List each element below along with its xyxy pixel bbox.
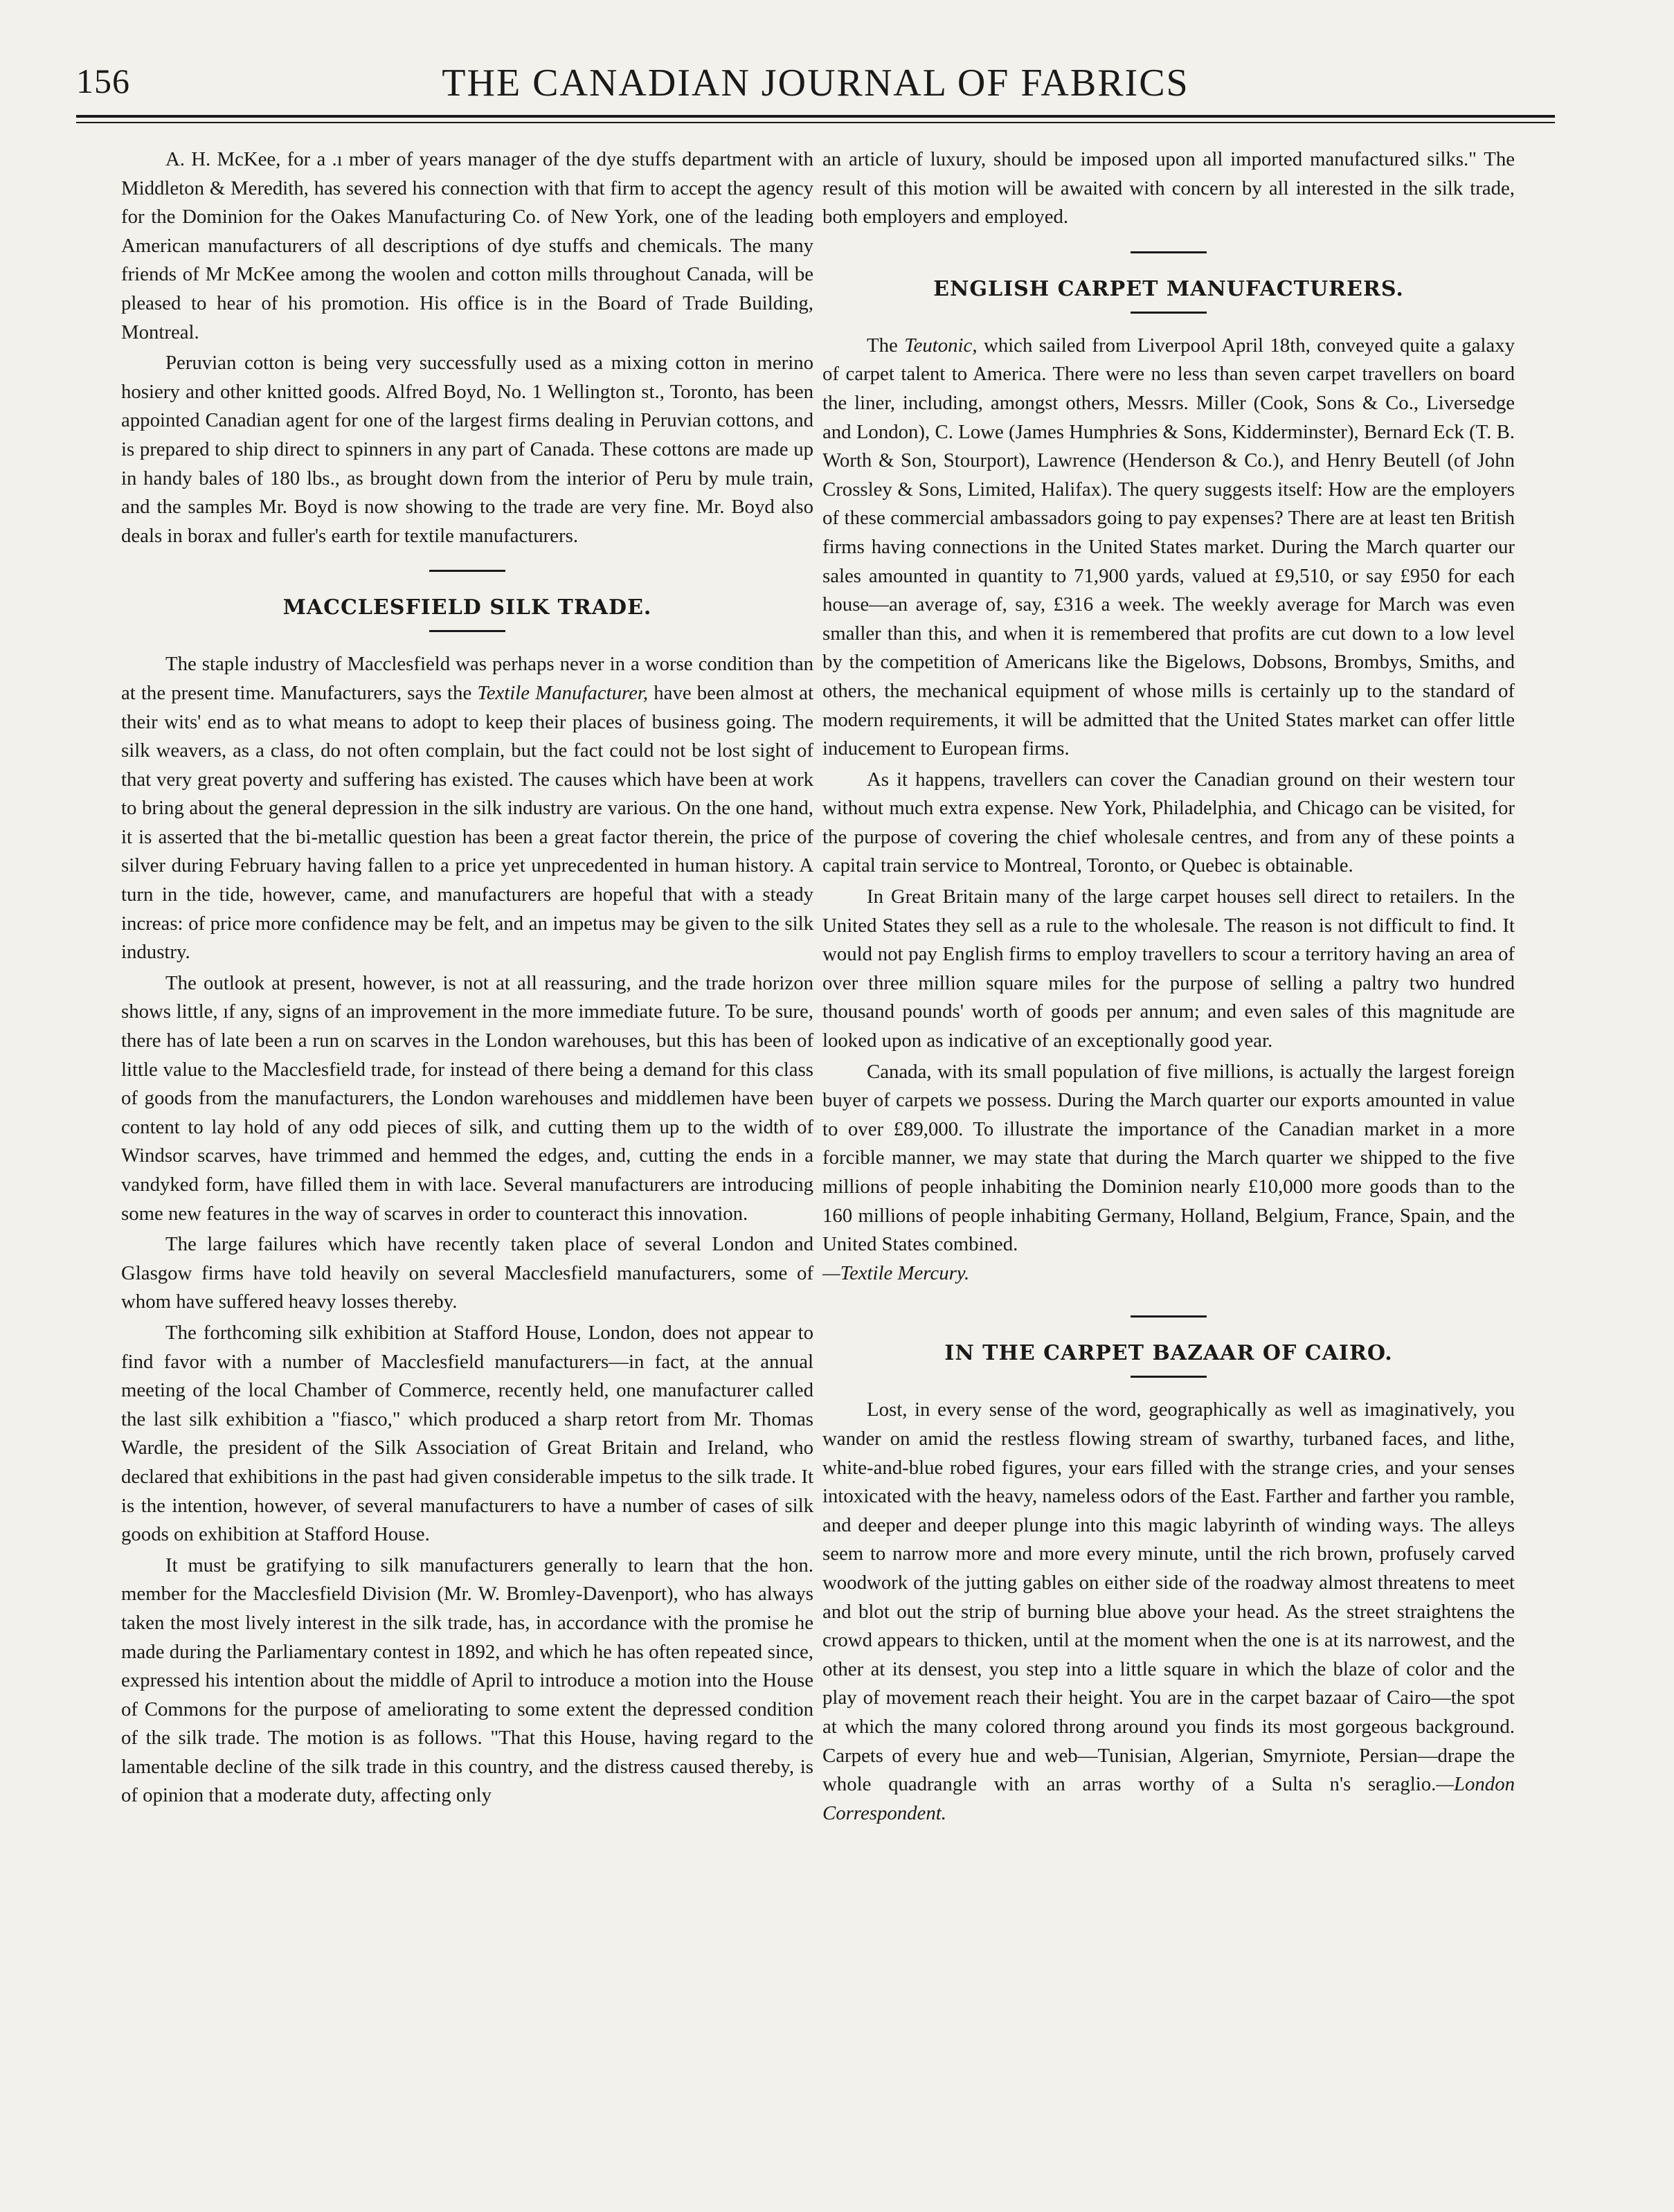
macclesfield-paragraph: It must be gratifying to silk manufacturers generally to learn that the hon. member for the Macclesfield Division (Mr. W. Bromley-Davenport), who has always taken the most lively interest in the silk trade, has, in accordance with the promise he made during the Parliamentary contest in 1892, and which he has often repeated since, expressed his intention about the middle of April to introduce a motion into the House of Commons for the purpose of ameliorating to some extent the depressed condition of the silk trade. The motion is as follows. "That this House, having regard to the lamentable decline of the silk trade in this country, and the distress caused thereby, is of opinion that a moderate duty, affecting only bbox=[121, 1554, 813, 1807]
publication-name: Textile Manufacturer, bbox=[477, 681, 649, 704]
ship-name: Teutonic, bbox=[904, 334, 978, 357]
macclesfield-paragraph: The outlook at present, however, is not at all reassuring, and the trade horizon shows little, ıf any, signs of an improvement in the more immediate future. To be sure, there has of late been a run on scarves in the London warehouses, but this has been of little value to the Macclesfield trade, for instead of there being a demand for this class of goods from the manufacturers, the London warehouses and middlemen have been content to lay hold of any odd pieces of silk, and cutting them up to the width of Windsor scarves, have trimmed and hemmed the edges, and, cutting the ends in a vandyked form, have filled them in with lace. Several manufacturers are introducing some new features in the way of scarves in order to counteract this innovation. bbox=[121, 971, 813, 1225]
continuation-paragraph: an article of luxury, should be imposed upon all imported manufactured silks." The result of this motion will be awaited with concern by all interested in the silk trade, both employers and employed. bbox=[822, 148, 1515, 228]
cairo-heading: IN THE CARPET BAZAAR OF CAIRO. bbox=[944, 1341, 1393, 1366]
heading-divider bbox=[1131, 312, 1207, 314]
section-divider bbox=[1131, 1315, 1207, 1318]
carpet-heading: ENGLISH CARPET MANUFACTURERS. bbox=[933, 276, 1404, 301]
source-credit: —Textile Mercury. bbox=[822, 1261, 970, 1284]
macclesfield-heading: MACCLESFIELD SILK TRADE. bbox=[282, 595, 652, 620]
journal-title: THE CANADIAN JOURNAL OF FABRICS bbox=[442, 62, 1189, 105]
peruvian-cotton-paragraph: Peruvian cotton is being very successfully used as a mixing cotton in merino hosiery and other knitted goods. Alfred Boyd, No. 1 Wellington st., Toronto, has been appointed Canadian agent for one of the largest firms dealing in Peruvian cottons, and is prepared to ship direct to spinners in any part of Canada. These cottons are made up in handy bales of 180 lbs., as brought down from the interior of Peru by mule train, and the samples Mr. Boyd is now showing to the trade are very fine. Mr. Boyd also deals in borax and fuller's earth for textile manufacturers. bbox=[121, 352, 813, 547]
section-divider bbox=[429, 570, 505, 572]
source-credit: —London Correspondent. bbox=[822, 1773, 1515, 1824]
left-column bbox=[121, 145, 813, 1813]
cairo-paragraph: Lost, in every sense of the word, geographically as well as imaginatively, you wander on amid the restless flowing stream of swarthy, turbaned faces, and lithe, white-and-blue robed figures, your ears filled with the strange cries, and your senses intoxicated with the heavy, nameless odors of the East. Farther and farther you ramble, and deeper and deeper plunge into this magic labyrinth of winding ways. The alleys seem to narrow more and more every minute, until the rich brown, profusely carved woodwork of the jutting gables on either side of the roadway almost threatens to meet and blot out the strip of burning blue above your head. As the street straightens the crowd appears to thicken, until at the moment when the one is at its narrowest, and the other at its densest, you step into a little square in which the blaze of color and the play of movement reach their height. You are in the carpet bazaar of Cairo—the spot at which the many colored throng around you finds its most gorgeous background. Carpets of every hue and web—Tunisian, Algerian, Smyrniote, Persian—drape the whole quadrangle with an arras worthy of a Sulta n's seraglio.—London Correspondent. bbox=[822, 1399, 1515, 1824]
carpet-paragraph: In Great Britain many of the large carpet houses sell direct to retailers. In the United States they sell as a rule to the wholesale. The reason is not difficult to find. It would not pay English firms to employ travellers to scour a territory having an area of over three million square miles for the purpose of selling a paltry two hundred thousand pounds' worth of goods per annum; and even sales of this magnitude are looked upon as indicative of an exceptionally good year. bbox=[822, 885, 1515, 1052]
header-rule-top bbox=[76, 115, 1555, 118]
heading-divider bbox=[429, 630, 505, 632]
carpet-paragraph: The Teutonic, which sailed from Liverpool April 18th, conveyed quite a galaxy of carpet talent to America. There were no less than seven carpet travellers on board the liner, including, amongst others, Messrs. Miller (Cook, Sons & Co., Liversedge and London), C. Lowe (James Humphries & Sons, Kidderminster), Bernard Eck (T. B. Worth & Son, Stourport), Lawrence (Henderson & Co.), and Henry Beutell (of John Crossley & Sons, Limited, Halifax). The query suggests itself: How are the employers of these commercial ambassadors going to pay expenses? There are at least ten British firms having connections in the United States market. During the March quarter our sales amounted in quantity to 71,900 yards, valued at £9,510, or say £950 for each house—an average of, say, £316 a week. The weekly average for March was even smaller than this, and when it is remembered that profits are cut down to a low level by the competition of Americans like the Bigelows, Dobsons, Brombys, Smiths, and others, the mechanical equipment of whose mills is certainly up to the standard of modern requirements, it will be admitted that the United States market can offer little inducement to European firms. bbox=[822, 334, 1515, 760]
page-header bbox=[76, 61, 1555, 109]
macclesfield-paragraph: The staple industry of Macclesfield was perhaps never in a worse condition than at the present time. Manufacturers, says the Textile Manufacturer, have been almost at their wits' end as to what means to adopt to keep their places of business going. The silk weavers, as a class, do not often complain, but the fact could not be lost sight of that very great poverty and suffering has existed. The causes which have been at work to bring about the general depression in the silk industry are various. On the one hand, it is asserted that the bi-metallic question has been a great factor therein, the price of silver during February having fallen to a price yet unprecedented in human history. A turn in the tide, however, came, and manufacturers are hopeful that with a steady increas: of price more confidence may be felt, and an impetus may be given to the silk industry. bbox=[121, 653, 813, 964]
carpet-paragraph: Canada, with its small population of five millions, is actually the largest foreign buyer of carpets we possess. During the March quarter our exports amounted in value to over £89,000. To illustrate the importance of the Canadian market in a more forcible manner, we may state that during the March quarter we shipped to the five millions of people inhabiting the Dominion nearly £10,000 more goods than to the 160 millions of people inhabiting Germany, Holland, Belgium, France, Spain, and the United States combined. —Textile Mercury. bbox=[822, 1060, 1515, 1284]
mckee-paragraph: A. H. McKee, for a .ı mber of years manager of the dye stuffs department with Middleton & Meredith, has severed his connection with that firm to accept the agency for the Dominion for the Oakes Manufacturing Co. of New York, one of the leading American manufacturers of all descriptions of dye stuffs and chemicals. The many friends of Mr McKee among the woolen and cotton mills throughout Canada, will be pleased to hear of his promotion. His office is in the Board of Trade Building, Montreal. bbox=[121, 148, 813, 343]
right-column bbox=[822, 145, 1515, 1830]
header-rule-bottom bbox=[76, 122, 1555, 123]
section-divider bbox=[1131, 251, 1207, 253]
heading-divider bbox=[1131, 1376, 1207, 1378]
carpet-paragraph: As it happens, travellers can cover the Canadian ground on their western tour without much extra expense. New York, Philadelphia, and Chicago can be visited, for the purpose of covering the chief wholesale centres, and from any of these points a capital train service to Montreal, Toronto, or Quebec is obtainable. bbox=[822, 768, 1515, 877]
page-number: 156 bbox=[76, 62, 130, 100]
macclesfield-paragraph: The forthcoming silk exhibition at Stafford House, London, does not appear to find favor with a number of Macclesfield manufacturers—in fact, at the annual meeting of the local Chamber of Commerce, recently held, one manufacturer called the last silk exhibition a "fiasco," which produced a sharp retort from Mr. Thomas Wardle, the president of the Silk Association of Great Britain and Ireland, who declared that exhibitions in the past had given considerable impetus to the silk trade. It is the intention, however, of several manufacturers to have a number of cases of silk goods on exhibition at Stafford House. bbox=[121, 1321, 813, 1546]
macclesfield-paragraph: The large failures which have recently taken place of several London and Glasgow firms have told heavily on several Macclesfield manufacturers, some of whom have suffered heavy losses thereby. bbox=[121, 1233, 813, 1313]
